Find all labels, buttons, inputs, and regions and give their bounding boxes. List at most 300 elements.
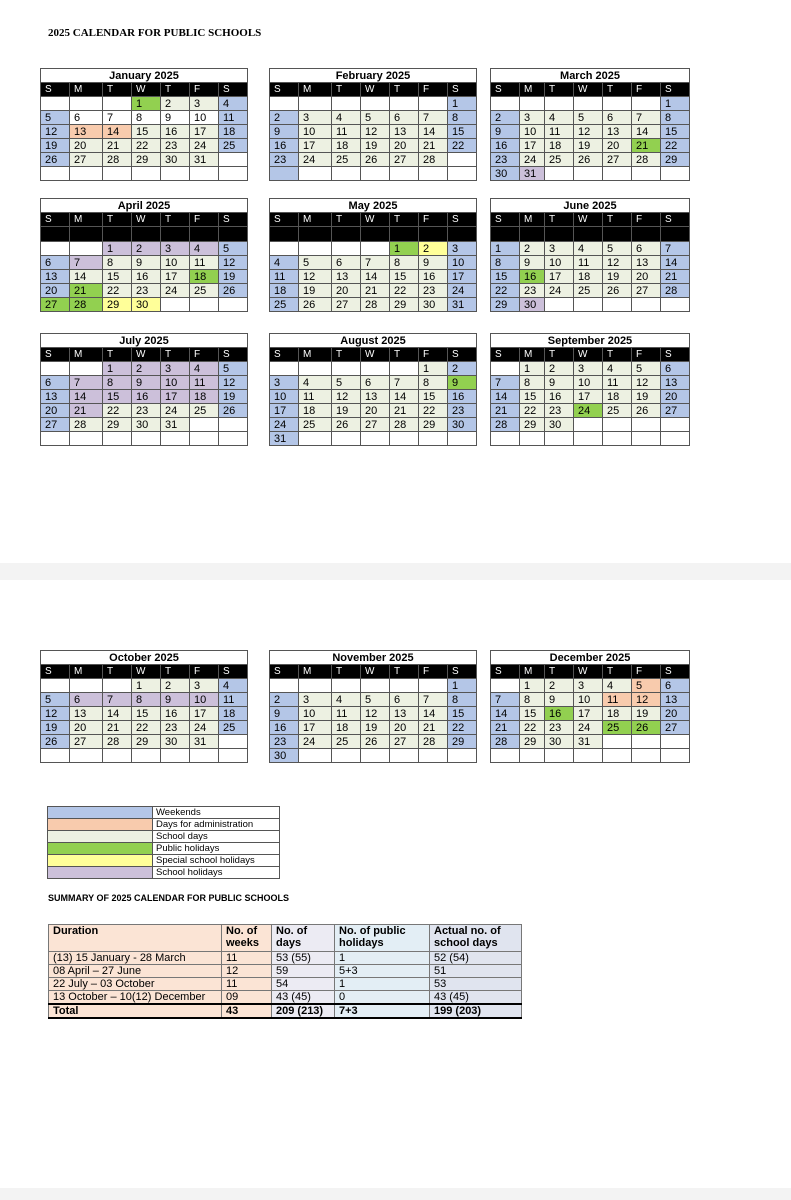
weekday-header: T <box>545 83 574 97</box>
day-cell: 23 <box>419 284 448 298</box>
day-cell <box>661 167 690 181</box>
day-cell <box>299 362 332 376</box>
week-row <box>41 298 248 312</box>
week-row <box>491 735 690 749</box>
weekday-header: F <box>190 348 219 362</box>
day-cell: 25 <box>574 284 603 298</box>
summary-cell: 54 <box>272 978 335 991</box>
month-grid <box>40 333 248 446</box>
day-cell <box>219 749 248 763</box>
day-cell: 2 <box>419 242 448 256</box>
weekday-header: M <box>299 83 332 97</box>
day-cell: 22 <box>103 404 132 418</box>
day-cell: 27 <box>632 284 661 298</box>
day-cell: 31 <box>270 432 299 446</box>
day-cell: 30 <box>545 735 574 749</box>
day-cell <box>299 97 332 111</box>
weekday-header: T <box>103 665 132 679</box>
day-cell: 19 <box>332 404 361 418</box>
day-cell: 3 <box>161 242 190 256</box>
weekday-header: T <box>332 83 361 97</box>
day-cell: 18 <box>603 390 632 404</box>
day-cell: 14 <box>491 707 520 721</box>
day-cell: 12 <box>632 693 661 707</box>
day-cell: 20 <box>661 707 690 721</box>
weekday-header: M <box>520 83 545 97</box>
day-cell: 24 <box>190 139 219 153</box>
day-cell: 17 <box>448 270 477 284</box>
week-row <box>491 167 690 181</box>
day-cell <box>661 298 690 312</box>
day-cell: 4 <box>545 111 574 125</box>
day-cell: 5 <box>41 693 70 707</box>
day-cell <box>70 242 103 256</box>
day-cell: 29 <box>448 735 477 749</box>
legend-row <box>48 843 280 855</box>
summary-cell: 43 (45) <box>430 991 522 1005</box>
day-cell: 30 <box>448 418 477 432</box>
day-cell: 10 <box>545 256 574 270</box>
day-cell: 7 <box>491 693 520 707</box>
month-march <box>490 68 690 181</box>
day-cell: 20 <box>41 284 70 298</box>
day-cell: 16 <box>132 270 161 284</box>
day-cell: 5 <box>632 679 661 693</box>
page-one <box>0 0 791 563</box>
day-cell: 20 <box>390 139 419 153</box>
day-cell: 5 <box>574 111 603 125</box>
day-cell: 15 <box>448 707 477 721</box>
day-cell: 22 <box>103 284 132 298</box>
weekday-header: M <box>520 665 545 679</box>
weekday-header: T <box>161 665 190 679</box>
month-title: November 2025 <box>270 651 477 665</box>
day-cell: 30 <box>270 749 299 763</box>
summary-header-row <box>49 925 522 952</box>
day-cell: 2 <box>161 679 190 693</box>
summary-header: Duration <box>49 925 222 952</box>
day-cell: 22 <box>132 721 161 735</box>
weekday-header: T <box>603 348 632 362</box>
day-cell: 19 <box>299 284 332 298</box>
day-cell <box>332 167 361 181</box>
day-cell: 11 <box>270 270 299 284</box>
day-cell: 15 <box>491 270 520 284</box>
week-row <box>270 721 477 735</box>
day-cell <box>632 749 661 763</box>
day-cell: 21 <box>632 139 661 153</box>
week-row <box>41 284 248 298</box>
day-cell <box>390 167 419 181</box>
day-cell <box>190 432 219 446</box>
month-grid <box>269 68 477 181</box>
day-cell: 2 <box>448 362 477 376</box>
day-cell: 9 <box>520 256 545 270</box>
week-row <box>491 432 690 446</box>
day-cell: 28 <box>491 735 520 749</box>
summary-cell: 22 July – 03 October <box>49 978 222 991</box>
day-cell: 8 <box>491 256 520 270</box>
day-cell: 23 <box>545 404 574 418</box>
day-cell: 4 <box>190 362 219 376</box>
day-cell: 27 <box>390 153 419 167</box>
day-cell: 23 <box>270 735 299 749</box>
day-cell <box>299 749 332 763</box>
day-cell: 9 <box>132 256 161 270</box>
day-cell: 21 <box>661 270 690 284</box>
week-row <box>270 390 477 404</box>
month-title: July 2025 <box>41 334 248 348</box>
week-row <box>41 153 248 167</box>
day-cell: 12 <box>632 376 661 390</box>
week-row <box>270 679 477 693</box>
day-cell: 25 <box>603 721 632 735</box>
weekday-header: T <box>103 213 132 227</box>
weekday-header: M <box>520 213 545 227</box>
day-cell: 14 <box>632 125 661 139</box>
day-cell: 2 <box>132 242 161 256</box>
week-row <box>270 404 477 418</box>
day-cell: 25 <box>190 284 219 298</box>
day-cell: 23 <box>132 404 161 418</box>
day-cell <box>603 97 632 111</box>
day-cell <box>574 298 603 312</box>
weekday-header-row <box>41 348 248 362</box>
day-cell <box>219 418 248 432</box>
day-cell: 24 <box>574 721 603 735</box>
day-cell: 29 <box>103 418 132 432</box>
legend-label: Days for administration <box>153 819 280 831</box>
day-cell: 18 <box>190 390 219 404</box>
day-cell <box>491 679 520 693</box>
day-cell: 30 <box>545 418 574 432</box>
summary-cell: 1 <box>335 978 430 991</box>
week-row <box>41 679 248 693</box>
legend-swatch <box>48 831 153 843</box>
day-cell <box>545 749 574 763</box>
weekday-header: S <box>448 83 477 97</box>
day-cell: 16 <box>491 139 520 153</box>
day-cell: 17 <box>574 707 603 721</box>
day-cell: 7 <box>361 256 390 270</box>
day-cell: 20 <box>70 139 103 153</box>
week-row <box>41 125 248 139</box>
day-cell: 6 <box>41 376 70 390</box>
day-cell: 27 <box>70 735 103 749</box>
day-cell: 23 <box>132 284 161 298</box>
day-cell: 28 <box>632 153 661 167</box>
day-cell <box>632 298 661 312</box>
day-cell: 8 <box>520 376 545 390</box>
weekday-header: F <box>632 83 661 97</box>
day-cell: 24 <box>448 284 477 298</box>
day-cell: 9 <box>545 376 574 390</box>
month-february <box>269 68 477 181</box>
day-cell <box>103 749 132 763</box>
weekday-header: M <box>70 665 103 679</box>
day-cell: 10 <box>574 376 603 390</box>
day-cell: 21 <box>70 284 103 298</box>
day-cell: 18 <box>545 139 574 153</box>
day-cell: 10 <box>448 256 477 270</box>
legend-label: Weekends <box>153 807 280 819</box>
day-cell <box>270 362 299 376</box>
day-cell: 22 <box>520 721 545 735</box>
day-cell: 11 <box>603 376 632 390</box>
day-cell: 26 <box>603 284 632 298</box>
summary-header: Actual no. of school days <box>430 925 522 952</box>
month-january <box>40 68 248 181</box>
day-cell: 26 <box>361 153 390 167</box>
weekday-header: S <box>219 213 248 227</box>
week-row <box>41 376 248 390</box>
day-cell <box>103 97 132 111</box>
week-row <box>491 153 690 167</box>
day-cell <box>419 749 448 763</box>
day-cell: 6 <box>632 242 661 256</box>
day-cell: 21 <box>103 139 132 153</box>
day-cell <box>491 97 520 111</box>
legend-swatch <box>48 843 153 855</box>
day-cell <box>299 679 332 693</box>
day-cell <box>132 432 161 446</box>
day-cell: 7 <box>103 111 132 125</box>
day-cell: 7 <box>419 693 448 707</box>
day-cell: 1 <box>103 362 132 376</box>
month-july <box>40 333 248 446</box>
day-cell: 22 <box>132 139 161 153</box>
day-cell: 1 <box>448 97 477 111</box>
week-row <box>491 111 690 125</box>
week-row <box>41 404 248 418</box>
day-cell: 13 <box>632 256 661 270</box>
day-cell: 31 <box>161 418 190 432</box>
day-cell <box>132 749 161 763</box>
day-cell: 2 <box>270 693 299 707</box>
week-row <box>41 111 248 125</box>
day-cell: 7 <box>103 693 132 707</box>
day-cell: 27 <box>41 298 70 312</box>
day-cell: 14 <box>70 270 103 284</box>
day-cell <box>361 432 390 446</box>
weekday-header: M <box>70 348 103 362</box>
day-cell: 19 <box>361 139 390 153</box>
day-cell <box>603 418 632 432</box>
day-cell: 26 <box>299 298 332 312</box>
day-cell <box>299 242 332 256</box>
day-cell <box>574 97 603 111</box>
day-cell: 5 <box>332 376 361 390</box>
day-cell: 6 <box>390 693 419 707</box>
day-cell: 13 <box>70 125 103 139</box>
day-cell: 20 <box>41 404 70 418</box>
weekday-header: T <box>161 83 190 97</box>
day-cell: 8 <box>448 111 477 125</box>
legend-row <box>48 807 280 819</box>
day-cell: 23 <box>161 721 190 735</box>
day-cell: 21 <box>70 404 103 418</box>
day-cell <box>603 735 632 749</box>
summary-cell: 11 <box>222 952 272 965</box>
day-cell: 14 <box>103 125 132 139</box>
weekday-header: S <box>219 348 248 362</box>
day-cell <box>70 167 103 181</box>
day-cell <box>70 749 103 763</box>
day-cell <box>219 432 248 446</box>
weekday-header: S <box>661 213 690 227</box>
day-cell: 30 <box>491 167 520 181</box>
weekday-header-row <box>41 83 248 97</box>
week-row <box>270 167 477 181</box>
day-cell: 6 <box>361 376 390 390</box>
month-title: March 2025 <box>491 69 690 83</box>
week-row <box>270 284 477 298</box>
day-cell: 4 <box>190 242 219 256</box>
weekday-header: F <box>419 665 448 679</box>
day-cell: 10 <box>161 376 190 390</box>
day-cell: 6 <box>70 111 103 125</box>
day-cell <box>70 432 103 446</box>
day-cell: 18 <box>219 707 248 721</box>
weekday-header-row <box>41 213 248 227</box>
day-cell: 15 <box>132 125 161 139</box>
day-cell <box>603 432 632 446</box>
weekday-header: F <box>632 213 661 227</box>
week-row <box>491 97 690 111</box>
day-cell: 3 <box>270 376 299 390</box>
day-cell: 17 <box>520 139 545 153</box>
day-cell <box>161 749 190 763</box>
day-cell <box>161 167 190 181</box>
weekday-header: S <box>41 348 70 362</box>
day-cell: 29 <box>132 153 161 167</box>
day-cell: 5 <box>299 256 332 270</box>
day-cell: 27 <box>390 735 419 749</box>
weekday-header: T <box>332 348 361 362</box>
week-row <box>270 362 477 376</box>
day-cell: 27 <box>361 418 390 432</box>
summary-cell: 11 <box>222 978 272 991</box>
week-row <box>491 362 690 376</box>
week-row <box>41 749 248 763</box>
day-cell <box>419 167 448 181</box>
day-cell: 9 <box>132 376 161 390</box>
day-cell <box>219 167 248 181</box>
day-cell <box>190 418 219 432</box>
summary-cell: 08 April – 27 June <box>49 965 222 978</box>
week-row <box>270 139 477 153</box>
day-cell: 16 <box>161 707 190 721</box>
day-cell <box>332 679 361 693</box>
day-cell: 31 <box>190 153 219 167</box>
weekday-header: T <box>545 348 574 362</box>
day-cell <box>361 362 390 376</box>
day-cell: 12 <box>41 125 70 139</box>
weekday-header-row <box>491 348 690 362</box>
weekday-header: S <box>491 83 520 97</box>
day-cell: 5 <box>219 242 248 256</box>
weekday-header-row <box>491 83 690 97</box>
day-cell: 26 <box>41 735 70 749</box>
day-cell: 23 <box>545 721 574 735</box>
day-cell: 17 <box>299 139 332 153</box>
day-cell: 12 <box>219 376 248 390</box>
day-cell <box>661 749 690 763</box>
week-row <box>41 139 248 153</box>
day-cell <box>603 298 632 312</box>
day-cell <box>574 167 603 181</box>
legend-row <box>48 819 280 831</box>
week-row <box>270 97 477 111</box>
day-cell <box>41 679 70 693</box>
week-row <box>270 111 477 125</box>
weekday-header: M <box>299 213 332 227</box>
day-cell: 24 <box>299 153 332 167</box>
summary-total-cell: 199 (203) <box>430 1004 522 1018</box>
day-cell: 16 <box>270 721 299 735</box>
day-cell <box>361 679 390 693</box>
day-cell: 4 <box>603 362 632 376</box>
day-cell: 29 <box>103 298 132 312</box>
day-cell: 20 <box>603 139 632 153</box>
day-cell <box>448 167 477 181</box>
day-cell: 22 <box>520 404 545 418</box>
day-cell: 15 <box>103 390 132 404</box>
weekday-header: T <box>161 213 190 227</box>
day-cell <box>190 167 219 181</box>
weekday-header: M <box>299 348 332 362</box>
day-cell: 15 <box>520 707 545 721</box>
day-cell <box>390 749 419 763</box>
legend <box>47 806 280 879</box>
day-cell: 2 <box>161 97 190 111</box>
day-cell: 15 <box>390 270 419 284</box>
day-cell: 24 <box>574 404 603 418</box>
day-cell: 25 <box>332 153 361 167</box>
day-cell: 6 <box>603 111 632 125</box>
month-title: February 2025 <box>270 69 477 83</box>
day-cell: 22 <box>491 284 520 298</box>
day-cell: 21 <box>419 721 448 735</box>
day-cell: 28 <box>361 298 390 312</box>
day-cell: 25 <box>219 139 248 153</box>
day-cell: 14 <box>419 707 448 721</box>
day-cell: 12 <box>41 707 70 721</box>
day-cell: 27 <box>332 298 361 312</box>
day-cell: 11 <box>332 125 361 139</box>
day-cell: 28 <box>419 735 448 749</box>
weekday-header: S <box>270 83 299 97</box>
week-row <box>41 256 248 270</box>
day-cell <box>103 432 132 446</box>
day-cell: 2 <box>491 111 520 125</box>
day-cell: 3 <box>190 97 219 111</box>
summary-row <box>49 991 522 1005</box>
weekday-header: F <box>632 665 661 679</box>
day-cell: 11 <box>190 376 219 390</box>
day-cell: 3 <box>574 679 603 693</box>
day-cell <box>270 167 299 181</box>
weekday-header: W <box>361 83 390 97</box>
day-cell: 18 <box>332 139 361 153</box>
weekday-header: F <box>190 83 219 97</box>
day-cell <box>41 362 70 376</box>
day-cell <box>161 298 190 312</box>
week-row <box>270 125 477 139</box>
day-cell: 29 <box>661 153 690 167</box>
day-cell: 3 <box>448 242 477 256</box>
summary-cell: 51 <box>430 965 522 978</box>
